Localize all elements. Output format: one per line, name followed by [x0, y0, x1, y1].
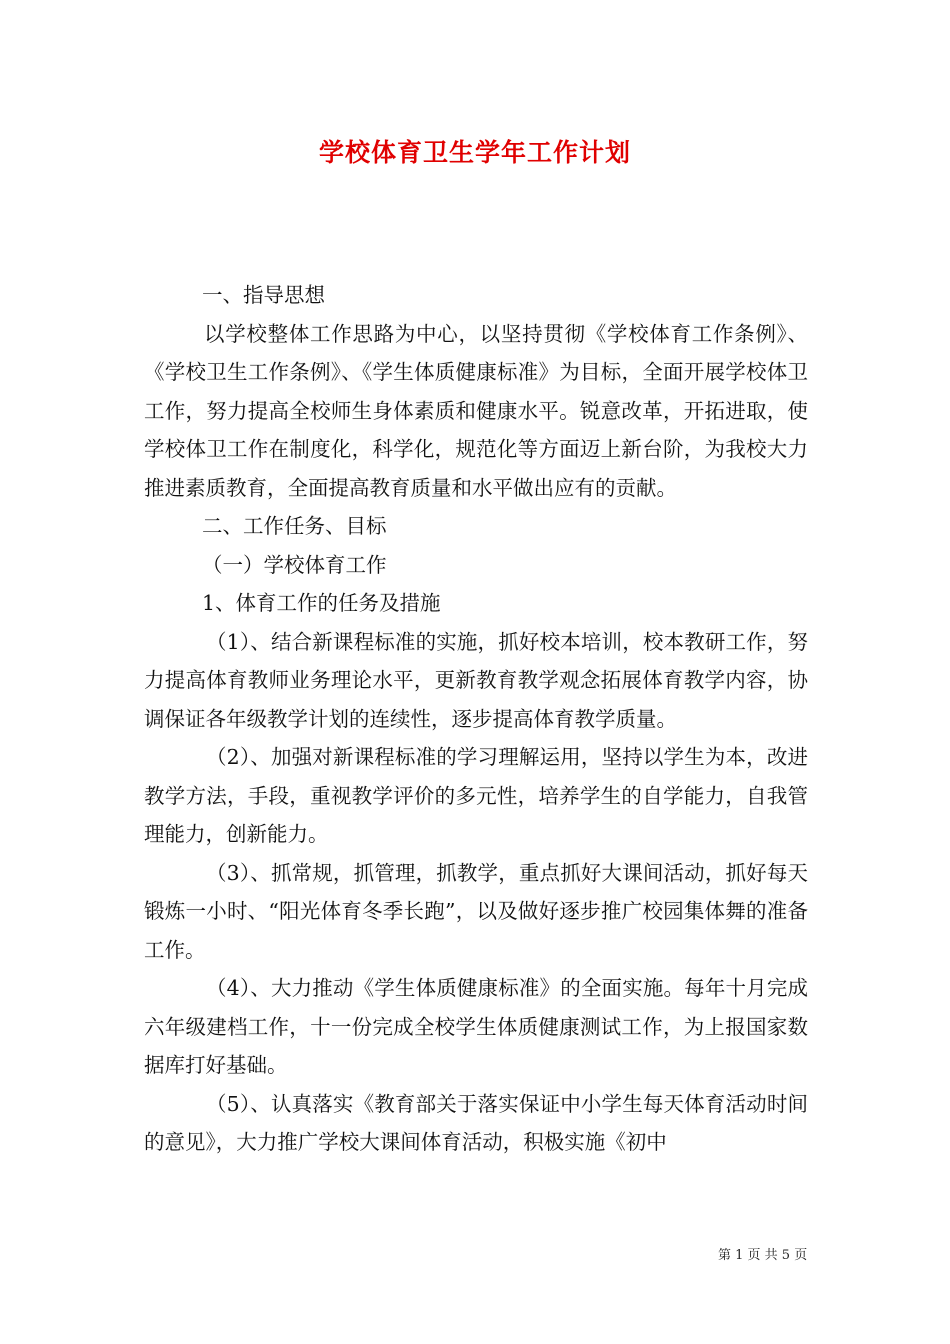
document-body: [144, 276, 808, 1162]
subsection-heading-pe-work: （一）学校体育工作: [202, 552, 387, 577]
list-item-3: （3）、抓常规，抓管理，抓教学，重点抓好大课间活动，抓好每天锻炼一小时、“阳光体育冬季长跑”，以及做好逐步推广校园集体舞的准备工作。: [144, 860, 808, 962]
list-item-2: （2）、加强对新课程标准的学习理解运用，坚持以学生为本，改进教学方法，手段，重视教学评价的多元性，培养学生的自学能力，自我管理能力，创新能力。: [144, 745, 808, 846]
section-heading-tasks-goals: 二、工作任务、目标: [202, 514, 387, 538]
list-item-5: （5）、认真落实《教育部关于落实保证中小学生每天体育活动时间的意见》，大力推广学校大课间体育活动，积极实施《初中: [144, 1091, 808, 1154]
page-number-footer: 第 1 页 共 5 页: [718, 1248, 808, 1263]
document-title: 学校体育卫生学年工作计划: [318, 138, 631, 167]
section-heading-guiding-ideology: 一、指导思想: [202, 283, 325, 307]
list-item-4: （4）、大力推动《学生体质健康标准》的全面实施。每年十月完成六年级建档工作，十一份完成全校学生体质健康测试工作，为上报国家数据库打好基础。: [144, 976, 808, 1077]
paragraph-guiding-ideology: 以学校整体工作思路为中心，以坚持贯彻《学校体育工作条例》、《学校卫生工作条例》、《学生体质健康标准》为目标，全面开展学校体卫工作，努力提高全校师生身体素质和健康水平。锐意改革，开拓进取，使学校体卫工作在制度化，科学化，规范化等方面迈上新台阶，为我校大力推进素质教育，全面提高教育质量和水平做出应有的贡献。: [144, 321, 808, 500]
list-item-1: （1）、结合新课程标准的实施，抓好校本培训，校本教研工作，努力提高体育教师业务理论水平，更新教育教学观念拓展体育教学内容，协调保证各年级教学计划的连续性，逐步提高体育教学质量。: [144, 629, 808, 731]
item-heading-pe-tasks: 1、体育工作的任务及措施: [202, 591, 441, 615]
